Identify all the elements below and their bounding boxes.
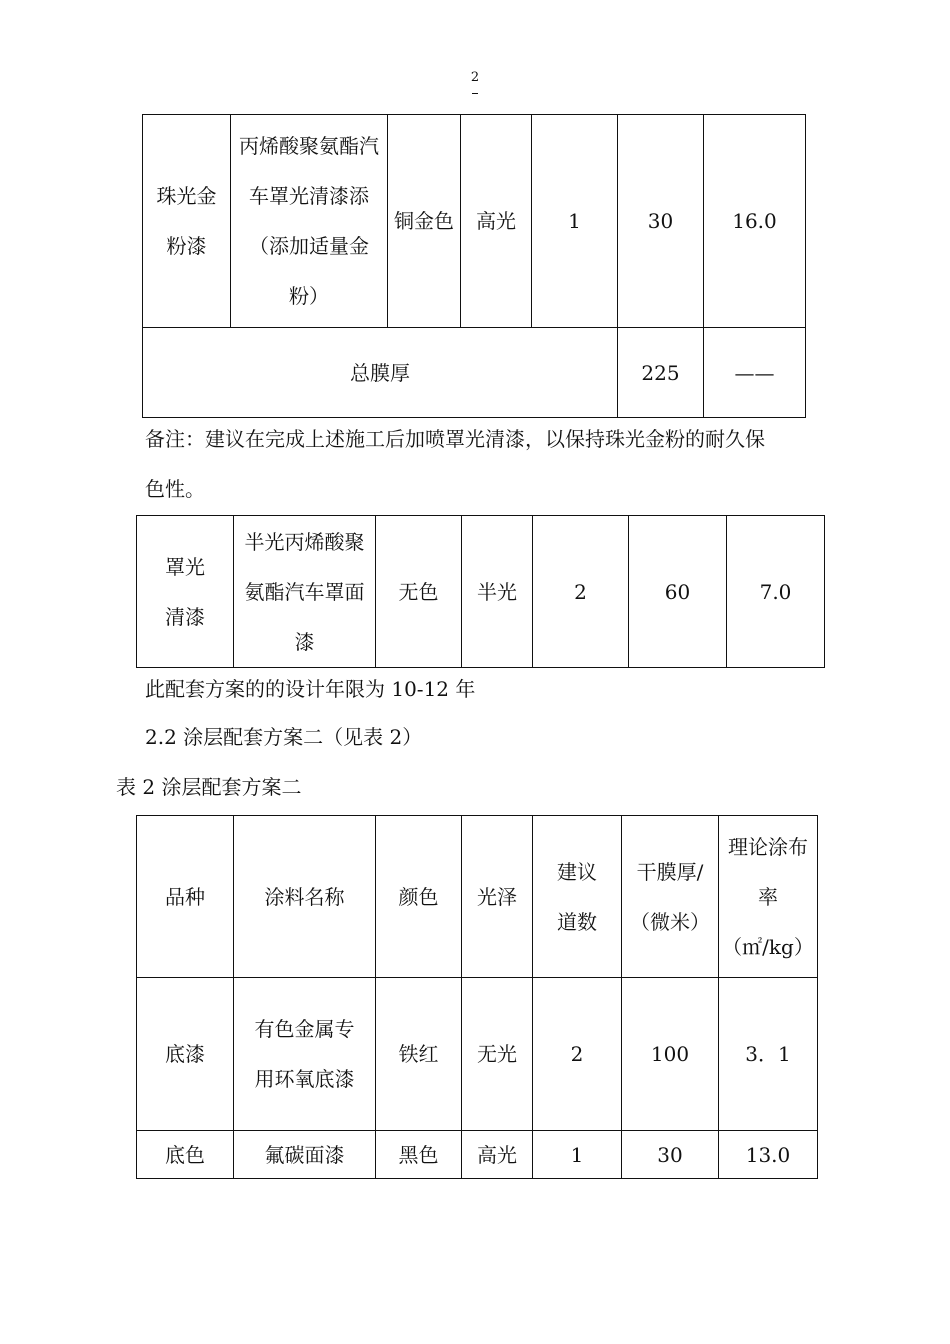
coats-cell: 1 (533, 1131, 622, 1179)
table-2-caption: 表 2 涂层配套方案二 (116, 775, 302, 799)
page-number-underline (472, 93, 478, 94)
table-row (137, 516, 825, 668)
gloss-cell: 高光 (462, 1131, 533, 1179)
dft-cell: 100 (622, 978, 719, 1131)
type-cell: 珠光金粉漆 (143, 115, 231, 328)
coating-table-2 (136, 815, 818, 1179)
table-row-total (143, 328, 806, 418)
header-color: 颜色 (376, 816, 462, 978)
dft-cell: 60 (629, 516, 727, 668)
coating-table-mid (136, 515, 825, 668)
header-coating-name: 涂料名称 (234, 816, 376, 978)
rate-cell: 13.0 (719, 1131, 818, 1179)
section-heading: 2.2 涂层配套方案二（见表 2） (145, 725, 423, 749)
table-row (137, 1131, 818, 1179)
coating-name-cell: 氟碳面漆 (234, 1131, 376, 1179)
header-dft: 干膜厚/（微米） (622, 816, 719, 978)
dft-cell: 30 (618, 115, 704, 328)
header-rate: 理论涂布率（㎡/kg） (719, 816, 818, 978)
table-row (143, 115, 806, 328)
header-type: 品种 (137, 816, 234, 978)
color-cell: 铜金色 (388, 115, 461, 328)
table-row (137, 978, 818, 1131)
design-life-text: 此配套方案的的设计年限为 10-12 年 (145, 677, 476, 701)
coats-cell: 2 (533, 516, 629, 668)
type-cell: 罩光清漆 (137, 516, 234, 668)
rate-cell: 7.0 (727, 516, 825, 668)
note-line-2: 色性。 (145, 477, 205, 501)
coating-name-cell: 半光丙烯酸聚氨酯汽车罩面漆 (234, 516, 376, 668)
coating-table-1 (142, 114, 806, 418)
color-cell: 无色 (376, 516, 462, 668)
coating-name-cell: 丙烯酸聚氨酯汽车罩光清漆添（添加适量金粉） (231, 115, 388, 328)
gloss-cell: 无光 (462, 978, 533, 1131)
dft-cell: 30 (622, 1131, 719, 1179)
coats-cell: 1 (532, 115, 618, 328)
rate-cell: 16.0 (704, 115, 806, 328)
coating-name-cell: 有色金属专用环氧底漆 (234, 978, 376, 1131)
color-cell: 铁红 (376, 978, 462, 1131)
header-coats: 建议道数 (533, 816, 622, 978)
rate-cell: 3．1 (719, 978, 818, 1131)
table-header-row (137, 816, 818, 978)
total-rate-cell: —— (704, 328, 806, 418)
header-gloss: 光泽 (462, 816, 533, 978)
type-cell: 底漆 (137, 978, 234, 1131)
total-value-cell: 225 (618, 328, 704, 418)
type-cell: 底色 (137, 1131, 234, 1179)
color-cell: 黑色 (376, 1131, 462, 1179)
page-number: 2 (470, 70, 480, 85)
total-label-cell: 总膜厚 (143, 328, 618, 418)
gloss-cell: 高光 (461, 115, 532, 328)
note-line-1: 备注：建议在完成上述施工后加喷罩光清漆，以保持珠光金粉的耐久保 (145, 427, 765, 451)
gloss-cell: 半光 (462, 516, 533, 668)
coats-cell: 2 (533, 978, 622, 1131)
